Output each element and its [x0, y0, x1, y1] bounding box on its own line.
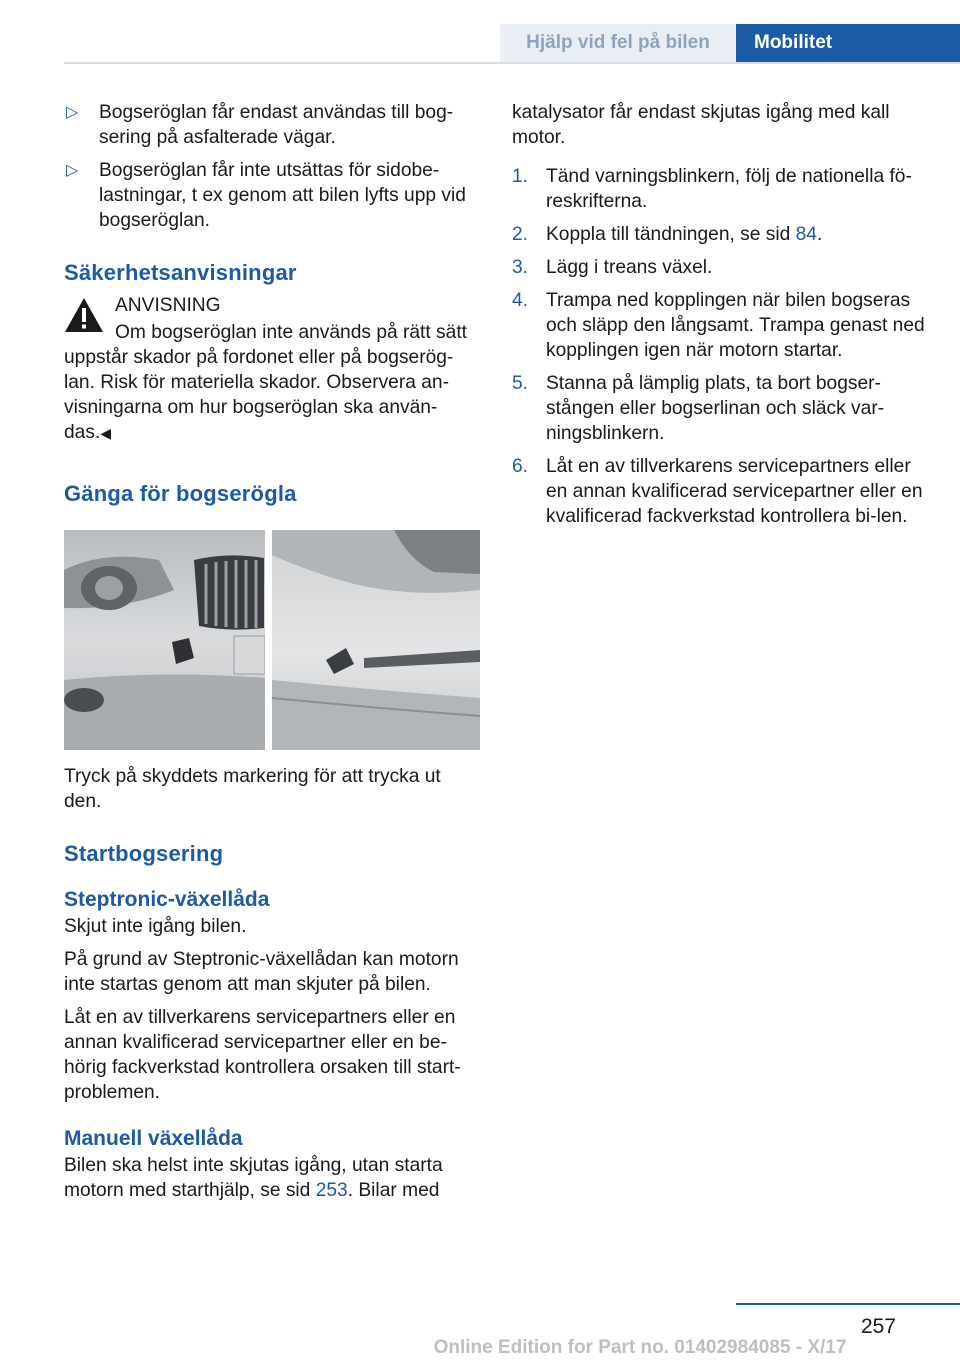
step-number: 5. [512, 373, 529, 394]
intro-paragraph: katalysator får endast skjutas igång med kall motor. [512, 102, 890, 148]
steptronic-paragraph: Låt en av tillverkarens servicepartners eller en annan kvalificerad servicepartner eller en be-hörig fackverkstad kontrollera orsaken till start-problemen. [64, 1007, 461, 1103]
step-text: Låt en av tillverkarens servicepartners eller en annan kvalificerad servicepartner eller en kvalificerad fackverkstad kontrollera bi-len. [546, 456, 923, 527]
footer-rule [736, 1303, 960, 1305]
page-number: 257 [860, 1315, 896, 1338]
thread-heading: Gänga för bogserögla [64, 481, 297, 506]
right-column [512, 100, 928, 537]
bullet-text: Bogseröglan får inte utsättas för sidobe-lastningar, t ex genom att bilen lyfts upp vid bogseröglan. [99, 160, 466, 231]
page-link-84[interactable]: 84 [795, 224, 817, 245]
numbered-step [512, 222, 928, 247]
manual-text: Bilen ska helst inte skjutas igång, utan starta motorn med starthjälp, se sid [64, 1155, 443, 1201]
step-number: 1. [512, 166, 529, 187]
warning-triangle-icon [64, 297, 104, 333]
manual-heading: Manuell växellåda [64, 1127, 243, 1150]
bullet-item [64, 100, 482, 150]
end-mark-icon: ◀ [100, 425, 112, 441]
tow-hook-cover-photo [64, 530, 480, 750]
photo-caption: Tryck på skyddets markering för att trycka ut den. [64, 766, 441, 812]
manual-text-after: . Bilar med [347, 1180, 440, 1201]
warning-first-line: Om bogseröglan inte används på rätt sätt [115, 322, 467, 343]
step-number: 2. [512, 224, 529, 245]
left-column [64, 100, 482, 1211]
header-section-title: Hjälp vid fel på bilen [500, 24, 736, 62]
steptronic-paragraph: På grund av Steptronic-växellådan kan motorn inte startas genom att man skjuter på bilen. [64, 949, 459, 995]
warning-box [64, 293, 482, 446]
edition-watermark: Online Edition for Part no. 01402984085 - X/17 [433, 1337, 847, 1358]
warning-rest: uppstår skador på fordonet eller på bogserög-lan. Risk för materiella skador. Observera an-visningarna om hur bogseröglan ska använ-das. [64, 347, 454, 443]
step-text: Stanna på lämplig plats, ta bort bogser-stången eller bogserlinan och släck var-ningsblinkern. [546, 373, 885, 444]
step-text: Lägg i treans växel. [546, 257, 713, 278]
numbered-step [512, 371, 928, 446]
numbered-step [512, 255, 928, 280]
steptronic-heading: Steptronic-växellåda [64, 888, 270, 911]
page-header [0, 0, 960, 64]
numbered-step [512, 164, 928, 214]
numbered-step [512, 288, 928, 363]
page-link-253[interactable]: 253 [315, 1180, 348, 1201]
manual-paragraph [64, 1153, 482, 1203]
steptronic-paragraph: Skjut inte igång bilen. [64, 916, 247, 937]
numbered-step [512, 454, 928, 529]
safety-heading: Säkerhetsanvisningar [64, 260, 297, 285]
step-number: 6. [512, 456, 529, 477]
startbogsering-heading: Startbogsering [64, 841, 224, 866]
bullet-text: Bogseröglan får endast användas till bog-sering på asfalterade vägar. [99, 102, 454, 148]
step-number: 3. [512, 257, 529, 278]
bullet-item [64, 158, 482, 233]
header-chapter-tab: Mobilitet [736, 24, 960, 62]
step-text: Koppla till tändningen, se sid [546, 224, 796, 245]
step-text: Trampa ned kopplingen när bilen bogseras och släpp den långsamt. Trampa genast ned kopplingen igen när motorn startar. [546, 290, 925, 361]
triangle-bullet-icon: ▷ [66, 162, 79, 179]
header-rule [64, 62, 960, 64]
step-number: 4. [512, 290, 529, 311]
step-text-after: . [816, 224, 823, 245]
step-text: Tänd varningsblinkern, följ de nationella fö-reskrifterna. [546, 166, 912, 212]
warning-title: ANVISNING [115, 295, 221, 316]
warning-text [64, 345, 482, 446]
triangle-bullet-icon: ▷ [66, 104, 79, 121]
